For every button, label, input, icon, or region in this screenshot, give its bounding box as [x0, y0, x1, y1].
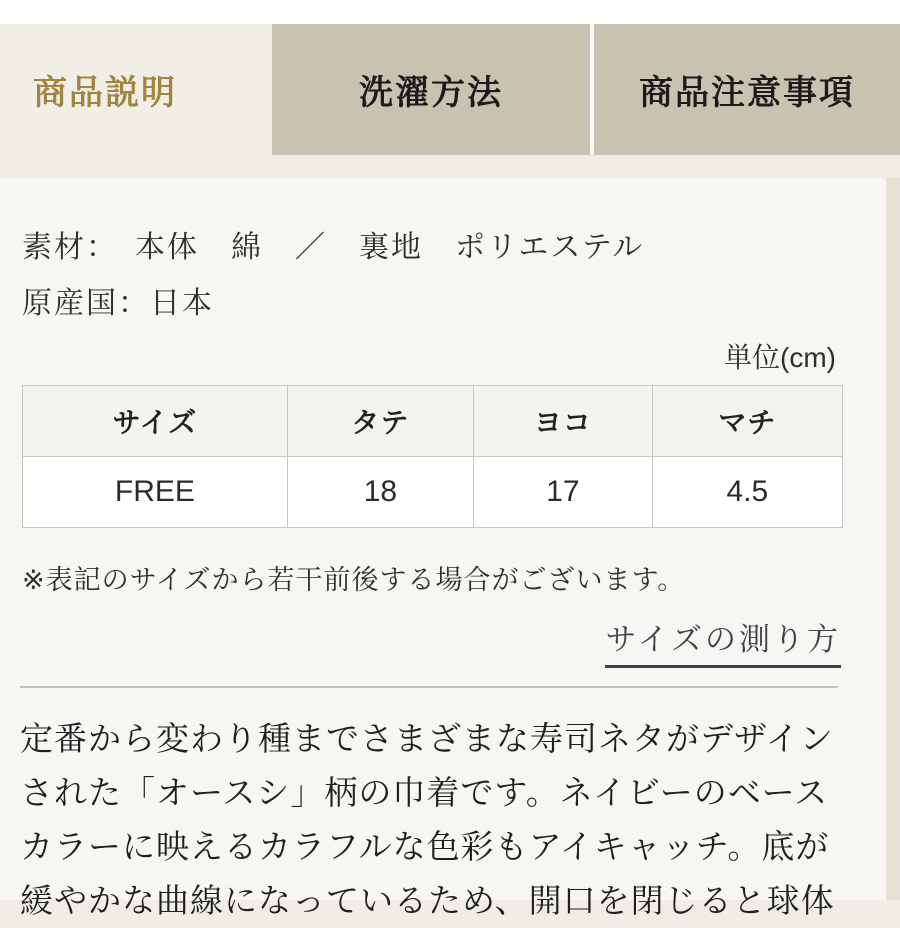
size-value-size: FREE [23, 457, 288, 528]
tab-washing-method[interactable]: 洗濯方法 [272, 24, 590, 155]
size-guide-link-wrap [605, 614, 841, 668]
size-table [22, 385, 843, 528]
tab-product-description[interactable]: 商品説明 [0, 24, 272, 155]
size-table-header-row [23, 386, 843, 457]
size-unit-label: 単位(cm) [724, 342, 836, 373]
size-disclaimer-text: ※表記のサイズから若干前後する場合がございます。 [22, 565, 686, 595]
description-line: カラーに映えるカラフルな色彩もアイキャッチ。底が [20, 828, 830, 865]
origin-country-text: 原産国：日本 [22, 287, 214, 320]
description-line: 定番から変わり種までさまざまな寿司ネタがデザイン [20, 720, 834, 757]
description-line: された「オースシ」柄の巾着です。ネイビーのベース [20, 774, 829, 811]
size-guide-link[interactable]: サイズの測り方 [605, 614, 841, 668]
description-line: 緩やかな曲線になっているため、開口を閉じると球体 [20, 882, 835, 919]
size-table-header-size: サイズ [23, 386, 288, 457]
size-value-width: 17 [473, 457, 652, 528]
size-table-data-row [23, 457, 843, 528]
material-info-text: 素材： 本体 綿 ／ 裏地 ポリエステル [22, 231, 645, 264]
size-table-header-gusset: マチ [652, 386, 842, 457]
product-description-text [20, 712, 870, 928]
tab-product-precautions[interactable]: 商品注意事項 [594, 24, 900, 155]
size-table-header-height: タテ [287, 386, 473, 457]
section-divider [20, 686, 838, 688]
product-detail-tab-bar [0, 24, 900, 155]
size-value-height: 18 [287, 457, 473, 528]
product-description-panel [0, 178, 886, 919]
size-value-gusset: 4.5 [652, 457, 842, 528]
top-whitespace-strip [0, 0, 900, 24]
page-background-strip [886, 178, 900, 900]
size-table-header-width: ヨコ [473, 386, 652, 457]
